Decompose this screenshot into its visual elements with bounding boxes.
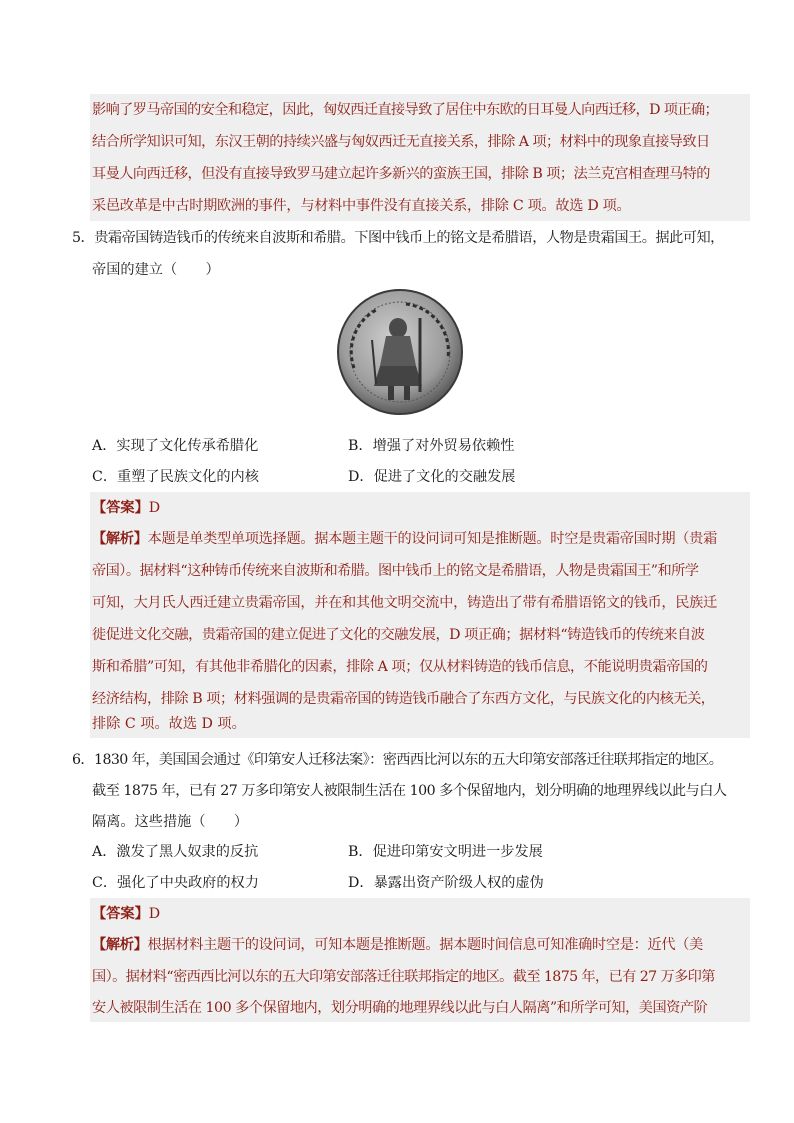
q5-analysis-line xyxy=(92,529,717,549)
q6-stem-line: 隔离。这些措施（ ） xyxy=(92,814,249,830)
q5-answer xyxy=(92,498,160,518)
q6-analysis-line: 安人被限制生活在 100 多个保留地内，划分明确的地理界线以此与白人隔离”和所学可知，美国资产阶 xyxy=(92,1000,708,1016)
q6-option-b[interactable]: B．促进印第安文明进一步发展 xyxy=(348,844,543,860)
q6-option-c[interactable]: C．强化了中央政府的权力 xyxy=(92,875,259,891)
q5-answer-value: D xyxy=(148,500,161,516)
q6-analysis-line xyxy=(92,935,703,955)
q6-answer-tag: 【答案】 xyxy=(92,906,149,922)
prev-analysis-line: 耳曼人向西迁移，但没有直接导致罗马建立起许多新兴的蛮族王国，排除 B 项；法兰克宫相查理马特的 xyxy=(92,166,710,182)
q5-analysis-tag: 【解析】 xyxy=(92,531,148,547)
q6-stem-line: 截至 1875 年，已有 27 万多印第安人被限制生活在 100 多个保留地内，划分明确的地理界线以此与白人 xyxy=(92,783,727,799)
q5-analysis-text: 本题是单类型单项选择题。据本题主题干的设问词可知是推断题。时空是贵霜帝国时期（贵霜 xyxy=(147,531,717,547)
prev-analysis-line: 采邑改革是中古时期欧洲的事件，与材料中事件没有直接关系，排除 C 项。故选 D 项。 xyxy=(92,198,631,214)
q5-analysis-line: 排除 C 项。故选 D 项。 xyxy=(92,716,246,732)
q5-option-d[interactable]: D．促进了文化的交融发展 xyxy=(348,469,516,485)
q5-analysis-line: 徙促进文化交融，贵霜帝国的建立促进了文化的交融发展，D 项正确；据材料“铸造钱币的传统来自波 xyxy=(92,627,705,643)
q5-option-a[interactable]: A．实现了文化传承希腊化 xyxy=(92,438,259,454)
q6-analysis-tag: 【解析】 xyxy=(92,937,148,953)
q5-option-c[interactable]: C．重塑了民族文化的内核 xyxy=(92,469,259,485)
q5-answer-tag: 【答案】 xyxy=(92,500,149,516)
q5-option-b[interactable]: B．增强了对外贸易依赖性 xyxy=(348,438,515,454)
q6-answer-value: D xyxy=(148,906,161,922)
q6-analysis-line: 国）。据材料“密西西比河以东的五大印第安部落迁往联邦指定的地区。截至 1875 年，已有 27 万多印第 xyxy=(92,969,715,985)
q6-option-d[interactable]: D．暴露出资产阶级人权的虚伪 xyxy=(348,875,544,891)
q6-answer xyxy=(92,904,160,924)
q6-option-a[interactable]: A．激发了黑人奴隶的反抗 xyxy=(92,844,259,860)
coin-image xyxy=(336,288,464,416)
q5-analysis-line: 经济结构，排除 B 项；材料强调的是贵霜帝国的铸造钱币融合了东西方文化，与民族文化的内核无关， xyxy=(92,691,715,707)
q5-analysis-line: 可知，大月氏人西迁建立贵霜帝国，并在和其他文明交流中，铸造出了带有希腊语铭文的钱币，民族迁 xyxy=(92,595,717,611)
q5-stem-line: 5．贵霜帝国铸造钱币的传统来自波斯和希腊。下图中钱币上的铭文是希腊语，人物是贵霜国王。据此可知， xyxy=(72,230,724,246)
prev-analysis-line: 影响了罗马帝国的安全和稳定，因此，匈奴西迁直接导致了居住中东欧的日耳曼人向西迁移，D 项正确； xyxy=(92,102,719,118)
q5-stem-line: 帝国的建立（ ） xyxy=(92,262,220,278)
q6-analysis-text: 根据材料主题干的设问词，可知本题是推断题。据本题时间信息可知准确时空是：近代（美 xyxy=(147,937,704,953)
q6-stem-line: 6．1830 年，美国国会通过《印第安人迁移法案》：密西西比河以东的五大印第安部落迁往联邦指定的地区。 xyxy=(72,752,723,768)
q5-analysis-line: 斯和希腊”可知，有其他非希腊化的因素，排除 A 项；仅从材料铸造的钱币信息，不能说明贵霜帝国的 xyxy=(92,659,708,675)
prev-analysis-line: 结合所学知识可知，东汉王朝的持续兴盛与匈奴西迁无直接关系，排除 A 项；材料中的现象直接导致日 xyxy=(92,134,710,150)
q5-analysis-line: 帝国）。据材料“这种铸币传统来自波斯和希腊。图中钱币上的铭文是希腊语，人物是贵霜国王”和所学 xyxy=(92,563,699,579)
